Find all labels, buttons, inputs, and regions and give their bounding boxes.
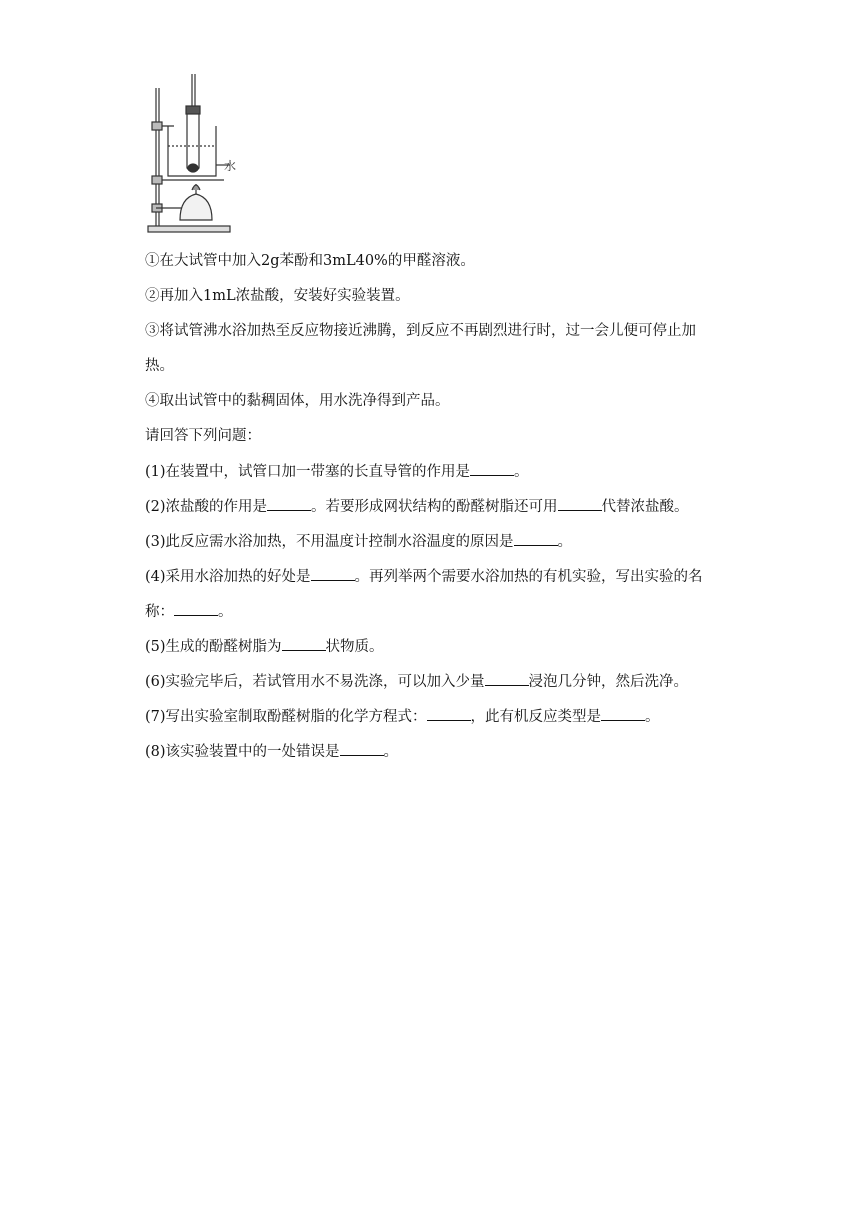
question-6: (6)实验完毕后，若试管用水不易洗涤，可以加入少量 浸泡几分钟，然后洗净。 [145,671,725,691]
answer-blank[interactable] [601,706,645,721]
water-label: 水 [224,159,237,173]
question-7: (7)写出实验室制取酚醛树脂的化学方程式： ，此有机反应类型是 。 [145,706,725,726]
answer-blank[interactable] [340,741,384,756]
answer-blank[interactable] [470,461,514,476]
question-content [145,251,725,776]
question-1: (1)在装置中，试管口加一带塞的长直导管的作用是 。 [145,461,725,481]
question-5: (5)生成的酚醛树脂为 状物质。 [145,636,725,656]
answer-blank[interactable] [558,496,602,511]
answer-blank[interactable] [267,496,311,511]
step-4: ④取出试管中的黏稠固体，用水洗净得到产品。 [145,393,450,409]
step-3: ③将试管沸水浴加热至反应物接近沸腾，到反应不再剧烈进行时，过一会儿便可停止加 [145,323,696,339]
answer-blank[interactable] [282,636,326,651]
question-3: (3)此反应需水浴加热，不用温度计控制水浴温度的原因是 。 [145,531,725,551]
experiment-apparatus-figure [144,70,244,234]
step-2: ②再加入1mL浓盐酸，安装好实验装置。 [145,288,410,304]
test-tube [187,114,199,172]
answer-blank[interactable] [427,706,471,721]
answer-blank[interactable] [514,531,558,546]
step-1: ①在大试管中加入2g苯酚和3mL40%的甲醛溶液。 [145,253,475,269]
question-2: (2)浓盐酸的作用是 。若要形成网状结构的酚醛树脂还可用 代替浓盐酸。 [145,496,725,516]
answer-blank[interactable] [174,601,218,616]
alcohol-lamp [180,194,212,220]
answer-blank[interactable] [311,566,355,581]
prompt: 请回答下列问题： [145,428,261,444]
question-8: (8)该实验装置中的一处错误是 。 [145,741,725,761]
step-3-continued: 热。 [145,358,174,374]
stand-base [148,226,230,232]
stopper [186,106,200,114]
answer-blank[interactable] [485,671,529,686]
question-4-continued: 称： 。 [145,601,725,621]
question-4: (4)采用水浴加热的好处是 。再列举两个需要水浴加热的有机实验，写出实验的名 [145,566,725,586]
